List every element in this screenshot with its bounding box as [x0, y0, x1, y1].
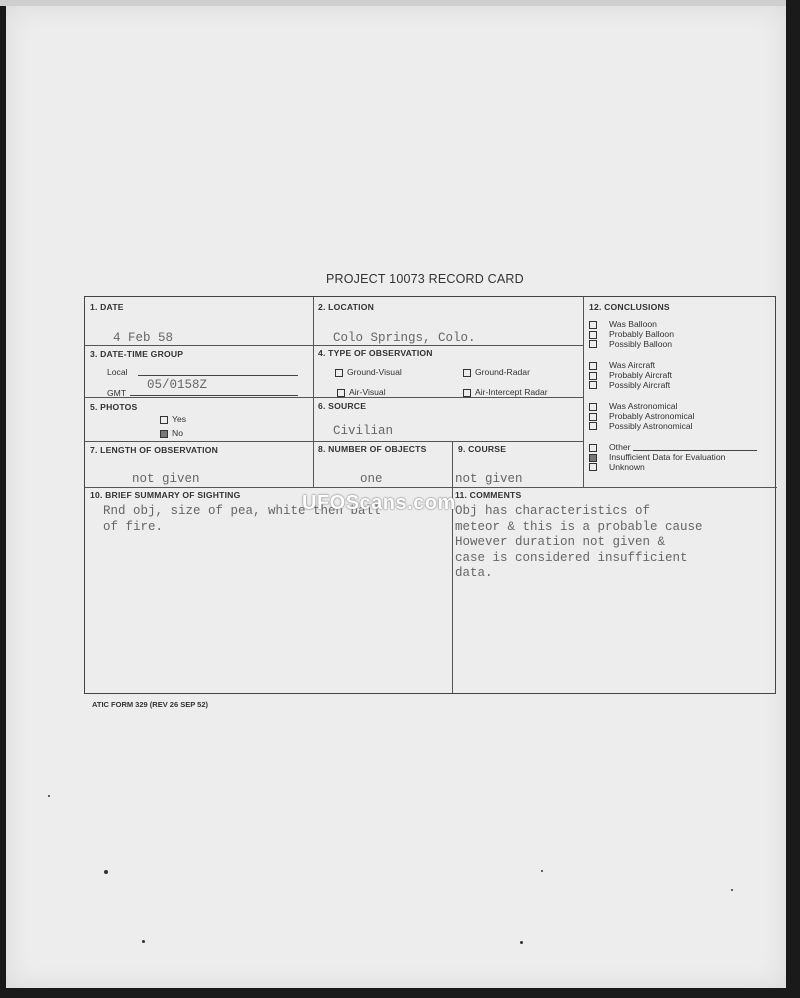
- checkbox-icon: [160, 416, 168, 424]
- scan-speck: [541, 870, 543, 872]
- checkbox-icon: [589, 362, 597, 370]
- conclusion-possibly-balloon: Possibly Balloon: [589, 340, 674, 350]
- photos-label: 5. PHOTOS: [90, 402, 138, 412]
- scan-speck: [104, 870, 108, 874]
- gmt-value: 05/0158Z: [147, 378, 208, 392]
- option-air-visual: Air-Visual: [337, 387, 386, 397]
- local-label: Local: [107, 367, 128, 377]
- checkbox-icon: [589, 381, 597, 389]
- conclusion-possibly-astronomical: Possibly Astronomical: [589, 422, 695, 432]
- scan-speck: [731, 889, 733, 891]
- conclusion-insufficient-data: Insufficient Data for Evaluation: [589, 453, 757, 463]
- number-of-objects-label: 8. NUMBER OF OBJECTS: [318, 444, 427, 454]
- checkbox-icon: [337, 389, 345, 397]
- checkbox-icon: [463, 389, 471, 397]
- number-of-objects-value: one: [360, 472, 383, 486]
- form-id: ATIC FORM 329 (REV 26 SEP 52): [92, 700, 209, 709]
- checkbox-icon: [463, 369, 471, 377]
- option-ground-visual: Ground-Visual: [335, 367, 402, 377]
- checkbox-icon: [589, 321, 597, 329]
- location-value: Colo Springs, Colo.: [333, 331, 476, 345]
- checkbox-icon: [589, 340, 597, 348]
- rule-row4: [85, 487, 777, 488]
- conclusion-probably-astronomical: Probably Astronomical: [589, 412, 695, 422]
- course-value: not given: [455, 472, 523, 486]
- gmt-label: GMT: [107, 388, 127, 398]
- scan-speck: [142, 940, 145, 943]
- option-air-intercept-radar: Air-Intercept Radar: [463, 387, 548, 397]
- checkbox-icon: [589, 422, 597, 430]
- checkbox-icon: [589, 463, 597, 471]
- conclusions-group-aircraft: [589, 361, 672, 390]
- card-title: PROJECT 10073 RECORD CARD: [326, 272, 524, 286]
- photos-yes: Yes: [160, 414, 186, 424]
- summary-text: Rnd obj, size of pea, white then ball of fire.: [103, 504, 381, 534]
- checkbox-checked-icon: [589, 454, 597, 462]
- summary-label: 10. BRIEF SUMMARY OF SIGHTING: [90, 490, 241, 500]
- checkbox-icon: [589, 331, 597, 339]
- rule-col-course: [452, 441, 453, 693]
- checkbox-checked-icon: [160, 430, 168, 438]
- conclusions-group-balloon: [589, 320, 674, 349]
- conclusion-was-balloon: Was Balloon: [589, 320, 674, 330]
- checkbox-icon: [589, 413, 597, 421]
- length-value: not given: [132, 472, 200, 486]
- location-label: 2. LOCATION: [318, 302, 374, 312]
- date-value: 4 Feb 58: [113, 331, 174, 345]
- photos-no: No: [160, 428, 183, 438]
- type-of-observation-label: 4. TYPE OF OBSERVATION: [318, 348, 433, 358]
- source-value: Civilian: [333, 424, 394, 438]
- conclusions-group-astronomical: [589, 402, 695, 431]
- scan-dark-edge: [786, 0, 800, 998]
- length-label: 7. LENGTH OF OBSERVATION: [90, 445, 218, 455]
- conclusion-probably-aircraft: Probably Aircraft: [589, 371, 672, 381]
- local-underline: [138, 375, 298, 376]
- conclusions-group-other: [589, 443, 757, 472]
- checkbox-icon: [589, 444, 597, 452]
- source-label: 6. SOURCE: [318, 401, 367, 411]
- checkbox-icon: [589, 372, 597, 380]
- date-time-group-label: 3. DATE-TIME GROUP: [90, 349, 184, 359]
- rule-col-mid: [313, 297, 314, 487]
- conclusion-was-aircraft: Was Aircraft: [589, 361, 672, 371]
- rule-row2: [85, 397, 583, 398]
- option-ground-radar: Ground-Radar: [463, 367, 530, 377]
- checkbox-icon: [589, 403, 597, 411]
- comments-text: Obj has characteristics of meteor & this is a probable cause However duration not given & case is considered insufficient data.: [455, 504, 703, 580]
- gmt-underline: [130, 395, 298, 396]
- scan-speck: [48, 795, 50, 797]
- scan-speck: [520, 941, 523, 944]
- conclusion-other: Other: [589, 443, 757, 453]
- conclusion-was-astronomical: Was Astronomical: [589, 402, 695, 412]
- conclusions-label: 12. CONCLUSIONS: [589, 302, 670, 312]
- date-label: 1. DATE: [90, 302, 124, 312]
- conclusion-possibly-aircraft: Possibly Aircraft: [589, 381, 672, 391]
- rule-row1: [85, 345, 583, 346]
- checkbox-icon: [335, 369, 343, 377]
- watermark: UFOScans.com: [302, 492, 456, 514]
- comments-label: 11. COMMENTS: [455, 490, 522, 500]
- rule-row3: [85, 441, 583, 442]
- conclusion-probably-balloon: Probably Balloon: [589, 330, 674, 340]
- rule-col-conclusions: [583, 297, 584, 487]
- conclusion-unknown: Unknown: [589, 463, 757, 473]
- course-label: 9. COURSE: [458, 444, 507, 454]
